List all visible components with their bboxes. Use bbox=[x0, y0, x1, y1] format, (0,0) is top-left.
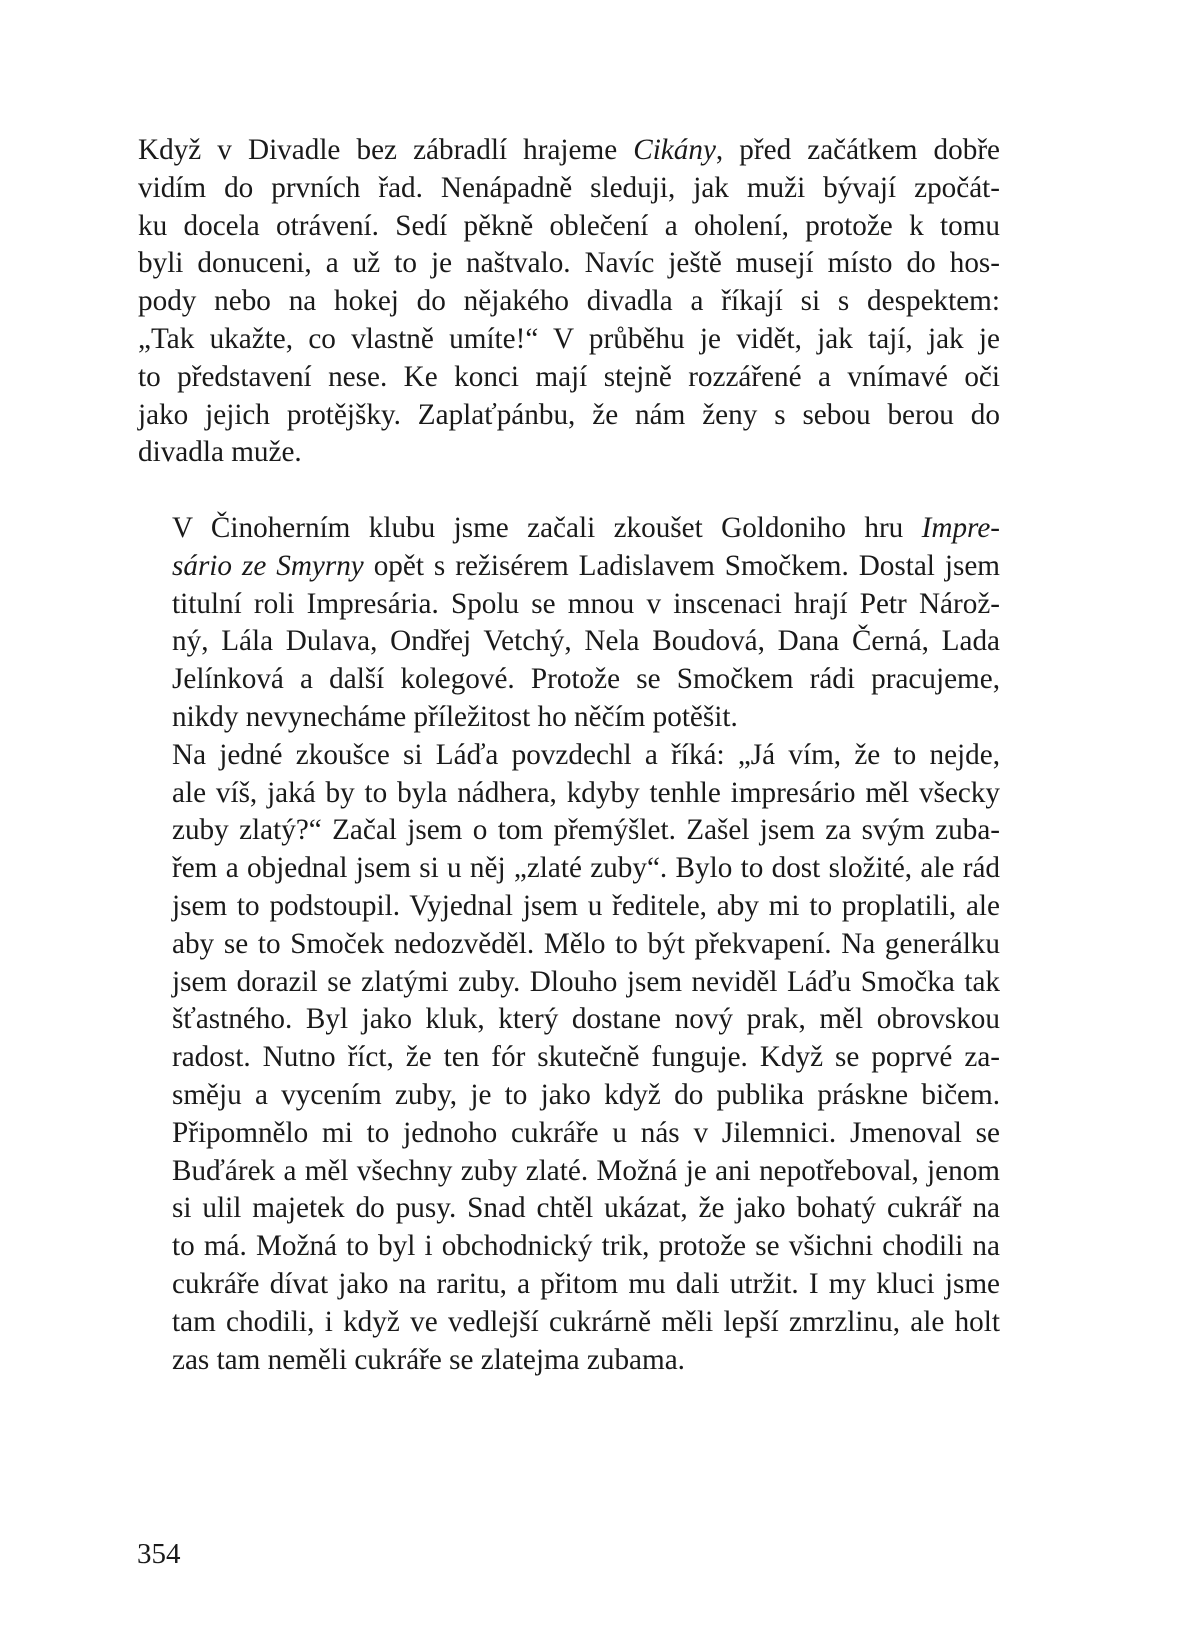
text-line bbox=[138, 397, 1000, 435]
text-run: ný, Lála Dulava, Ondřej Vetchý, Nela Boudová, Dana Černá, Lada bbox=[172, 625, 1000, 658]
text-line bbox=[138, 850, 1000, 888]
text-run: si ulil majetek do pusy. Snad chtěl ukázat, že jako bohatý cukrář na bbox=[172, 1192, 1000, 1225]
text-line bbox=[138, 1153, 1000, 1191]
text-line bbox=[138, 359, 1000, 397]
text-line bbox=[138, 208, 1000, 246]
text-line bbox=[138, 321, 1000, 359]
page-number: 354 bbox=[137, 1538, 181, 1570]
text-run: vidím do prvních řad. Nenápadně sleduji, jak muži bývají zpočát- bbox=[138, 171, 1000, 204]
text-line bbox=[138, 1304, 1000, 1342]
text-run: „Tak ukažte, co vlastně umíte!“ V průběhu je vidět, jak tají, jak je bbox=[138, 322, 1000, 355]
text-run: ku docela otrávení. Sedí pěkně oblečení a oholení, protože k tomu bbox=[138, 209, 1000, 242]
text-line bbox=[138, 1115, 1000, 1153]
text-line bbox=[138, 737, 1000, 775]
text-run: radost. Nutno říct, že ten fór skutečně funguje. Když se poprvé za- bbox=[172, 1041, 1000, 1074]
text-line bbox=[138, 964, 1000, 1002]
text-run: směju a vycením zuby, je to jako když do publika práskne bičem. bbox=[172, 1078, 1000, 1111]
text-line bbox=[138, 661, 1000, 699]
text-run: Když v Divadle bez zábradlí hrajeme bbox=[138, 134, 634, 166]
text-line bbox=[138, 1266, 1000, 1304]
text-run: , před začátkem dobře bbox=[715, 134, 1000, 166]
text-run: titulní roli Impresária. Spolu se mnou v inscenaci hrají Petr Nárož- bbox=[172, 587, 1000, 620]
text-line bbox=[138, 926, 1000, 964]
text-run: opět s režisérem Ladislavem Smočkem. Dostal jsem bbox=[363, 549, 1000, 582]
text-line bbox=[138, 1077, 1000, 1115]
text-run: jsem dorazil se zlatými zuby. Dlouho jsem neviděl Láďu Smočka tak bbox=[172, 965, 1000, 998]
text-line bbox=[138, 812, 1000, 850]
text-run: jsem to podstoupil. Vyjednal jsem u ředitele, aby mi to proplatili, ale bbox=[172, 889, 1000, 922]
text-line bbox=[138, 283, 1000, 321]
text-line bbox=[138, 623, 1000, 661]
text-line bbox=[138, 1039, 1000, 1077]
text-line bbox=[138, 1342, 1000, 1380]
text-run: Připomnělo mi to jednoho cukráře u nás v Jilemnici. Jmenoval se bbox=[172, 1116, 1000, 1149]
text-run: byli donuceni, a už to je naštvalo. Navíc ještě musejí místo do hos- bbox=[138, 247, 1000, 280]
text-run: tam chodili, i když ve vedlejší cukrárně měli lepší zmrzlinu, ale holt bbox=[172, 1305, 1000, 1338]
text-run: pody nebo na hokej do nějakého divadla a říkají si s despektem: bbox=[138, 285, 1000, 318]
italic-title: sário ze Smyrny bbox=[172, 549, 364, 582]
text-line bbox=[138, 510, 1000, 548]
text-run: řem a objednal jsem si u něj „zlaté zuby“. Bylo to dost složité, ale rád bbox=[172, 852, 1000, 885]
text-run: jako jejich protějšky. Zaplaťpánbu, že nám ženy s sebou berou do bbox=[138, 398, 1000, 431]
paragraph bbox=[138, 510, 1000, 737]
text-line bbox=[138, 586, 1000, 624]
body-text bbox=[138, 132, 1000, 1379]
text-line bbox=[138, 132, 1000, 170]
italic-title: Impre- bbox=[921, 511, 1000, 544]
text-run: ale víš, jaká by to byla nádhera, kdyby tenhle impresário měl všecky bbox=[172, 776, 1000, 809]
text-line bbox=[138, 775, 1000, 813]
text-line bbox=[138, 245, 1000, 283]
text-line bbox=[138, 548, 1000, 586]
text-line bbox=[138, 170, 1000, 208]
text-line bbox=[138, 699, 1000, 737]
paragraph bbox=[138, 132, 1000, 472]
text-line bbox=[138, 1001, 1000, 1039]
text-run: to představení nese. Ke konci mají stejně rozzářené a vnímavé oči bbox=[138, 360, 1000, 393]
text-line bbox=[138, 888, 1000, 926]
text-line bbox=[138, 1190, 1000, 1228]
text-run: šťastného. Byl jako kluk, který dostane nový prak, měl obrovskou bbox=[172, 1003, 1000, 1036]
text-run: Buďárek a měl všechny zuby zlaté. Možná je ani nepotřeboval, jenom bbox=[172, 1154, 1000, 1187]
paragraph-spacer bbox=[138, 472, 1000, 510]
text-run: Jelínková a další kolegové. Protože se Smočkem rádi pracujeme, bbox=[172, 663, 1000, 696]
text-line bbox=[138, 434, 1000, 472]
italic-title: Cikány bbox=[633, 134, 716, 166]
text-run: zas tam neměli cukráře se zlatejma zubama. bbox=[172, 1343, 685, 1376]
text-run: nikdy nevynecháme příležitost ho něčím potěšit. bbox=[172, 700, 738, 733]
text-run: divadla muže. bbox=[138, 436, 302, 469]
text-run: zuby zlatý?“ Začal jsem o tom přemýšlet. Zašel jsem za svým zuba- bbox=[172, 814, 1000, 847]
paragraph bbox=[138, 737, 1000, 1380]
text-run: cukráře dívat jako na raritu, a přitom mu dali utržit. I my kluci jsme bbox=[172, 1267, 1000, 1300]
text-line bbox=[138, 1228, 1000, 1266]
text-run: to má. Možná to byl i obchodnický trik, protože se všichni chodili na bbox=[172, 1230, 1000, 1263]
text-run: aby se to Smoček nedozvěděl. Mělo to být překvapení. Na generálku bbox=[172, 927, 1000, 960]
text-run: Na jedné zkoušce si Láďa povzdechl a říká: „Já vím, že to nejde, bbox=[172, 738, 1000, 771]
text-run: V Činoherním klubu jsme začali zkoušet Goldoniho hru bbox=[172, 511, 922, 544]
